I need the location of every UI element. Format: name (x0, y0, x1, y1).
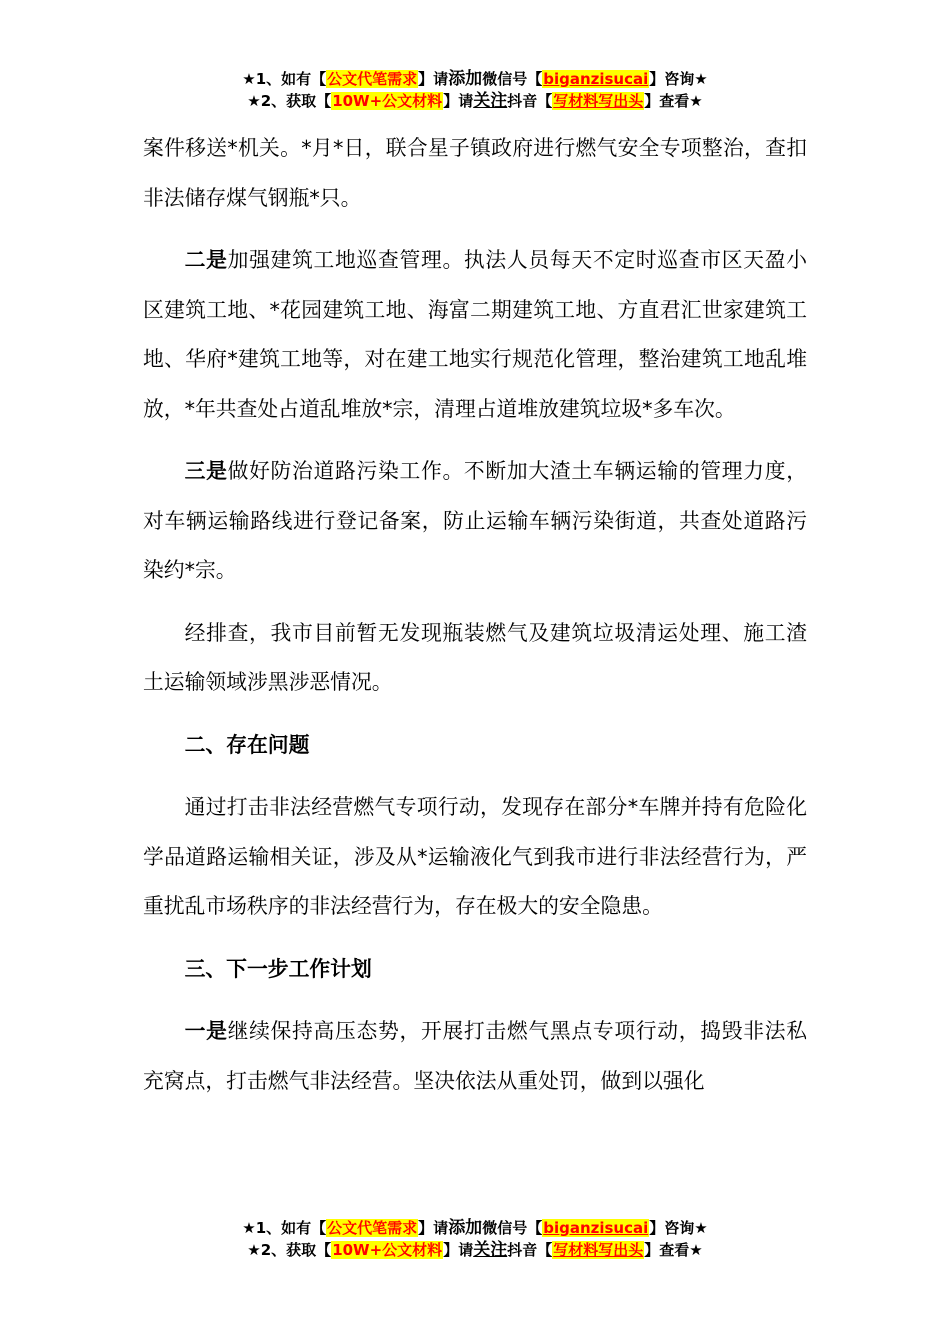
paragraph-text: 继续保持高压态势，开展打击燃气黑点专项行动，捣毁非法私充窝点，打击燃气非法经营。坚决依法从重处罚，做到以强化 (143, 1019, 808, 1093)
paragraph: 案件移送*机关。*月*日，联合星子镇政府进行燃气安全专项整治，查扣非法储存煤气钢瓶*只。 (143, 136, 807, 210)
paragraph (143, 447, 807, 596)
paragraph: 通过打击非法经营燃气专项行动，发现存在部分*车牌并持有危险化学品道路运输相关证，涉及从*运输液化气到我市进行非法经营行为，严重扰乱市场秩序的非法经营行为，存在极大的安全隐患。 (143, 795, 807, 918)
douyin-id-highlight: 写材料写出头 (553, 1241, 644, 1259)
section-heading: 三、下一步工作计划 (184, 956, 372, 981)
paragraph-lead: 二是 (184, 248, 228, 272)
wechat-id-highlight: biganzisucai (543, 1219, 649, 1237)
wechat-id-highlight: biganzisucai (543, 70, 649, 88)
paragraph (143, 236, 807, 434)
highlight-text: 10W+公文材料 (332, 1241, 443, 1259)
header-banner (0, 68, 950, 112)
highlight-text: 公文代笔需求 (327, 70, 418, 88)
banner-text: ★1、如有【 (242, 1219, 327, 1237)
banner-text: 】请 (443, 92, 474, 110)
banner-text: ★2、获取【 (247, 92, 332, 110)
highlight-text: 公文代笔需求 (327, 1219, 418, 1237)
footer-banner (0, 1217, 950, 1261)
banner-line-2 (0, 1239, 950, 1261)
banner-line-1 (0, 1217, 950, 1239)
highlight-text: 10W+公文材料 (332, 92, 443, 110)
paragraph-text: 做好防治道路污染工作。不断加大渣土车辆运输的管理力度，对车辆运输路线进行登记备案，防止运输车辆污染街道，共查处道路污染约*宗。 (143, 459, 808, 582)
paragraph (143, 1007, 807, 1106)
paragraph-lead: 三是 (184, 459, 228, 483)
document-body (143, 124, 807, 1119)
douyin-id-highlight: 写材料写出头 (553, 92, 644, 110)
paragraph: 经排查，我市目前暂无发现瓶装燃气及建筑垃圾清运处理、施工渣土运输领域涉黑涉恶情况。 (143, 620, 807, 694)
banner-text: 】请 (418, 1219, 449, 1237)
banner-text: 抖音【 (507, 1241, 553, 1259)
banner-line-2 (0, 90, 950, 112)
emphasis-text: 关注 (473, 91, 508, 111)
banner-text: 】请 (443, 1241, 474, 1259)
emphasis-text: 添加 (448, 1218, 483, 1238)
banner-text: ★1、如有【 (242, 70, 327, 88)
paragraph-text: 加强建筑工地巡查管理。执法人员每天不定时巡查市区天盈小区建筑工地、*花园建筑工地、海富二期建筑工地、方直君汇世家建筑工地、华府*建筑工地等，对在建工地实行规范化管理，整治建筑工地乱堆放，*年共查处占道乱堆放*宗，清理占道堆放建筑垃圾*多车次。 (143, 248, 808, 421)
banner-text: 】查看★ (644, 92, 703, 110)
emphasis-text: 添加 (448, 69, 483, 89)
banner-text: 】查看★ (644, 1241, 703, 1259)
emphasis-text: 关注 (473, 1240, 508, 1260)
banner-text: ★2、获取【 (247, 1241, 332, 1259)
banner-line-1 (0, 68, 950, 90)
banner-text: 】咨询★ (649, 1219, 708, 1237)
banner-text: 】请 (418, 70, 449, 88)
paragraph-lead: 一是 (184, 1019, 228, 1043)
banner-text: 微信号【 (482, 70, 543, 88)
section-heading: 二、存在问题 (184, 732, 310, 757)
banner-text: 微信号【 (482, 1219, 543, 1237)
banner-text: 抖音【 (507, 92, 553, 110)
banner-text: 】咨询★ (649, 70, 708, 88)
